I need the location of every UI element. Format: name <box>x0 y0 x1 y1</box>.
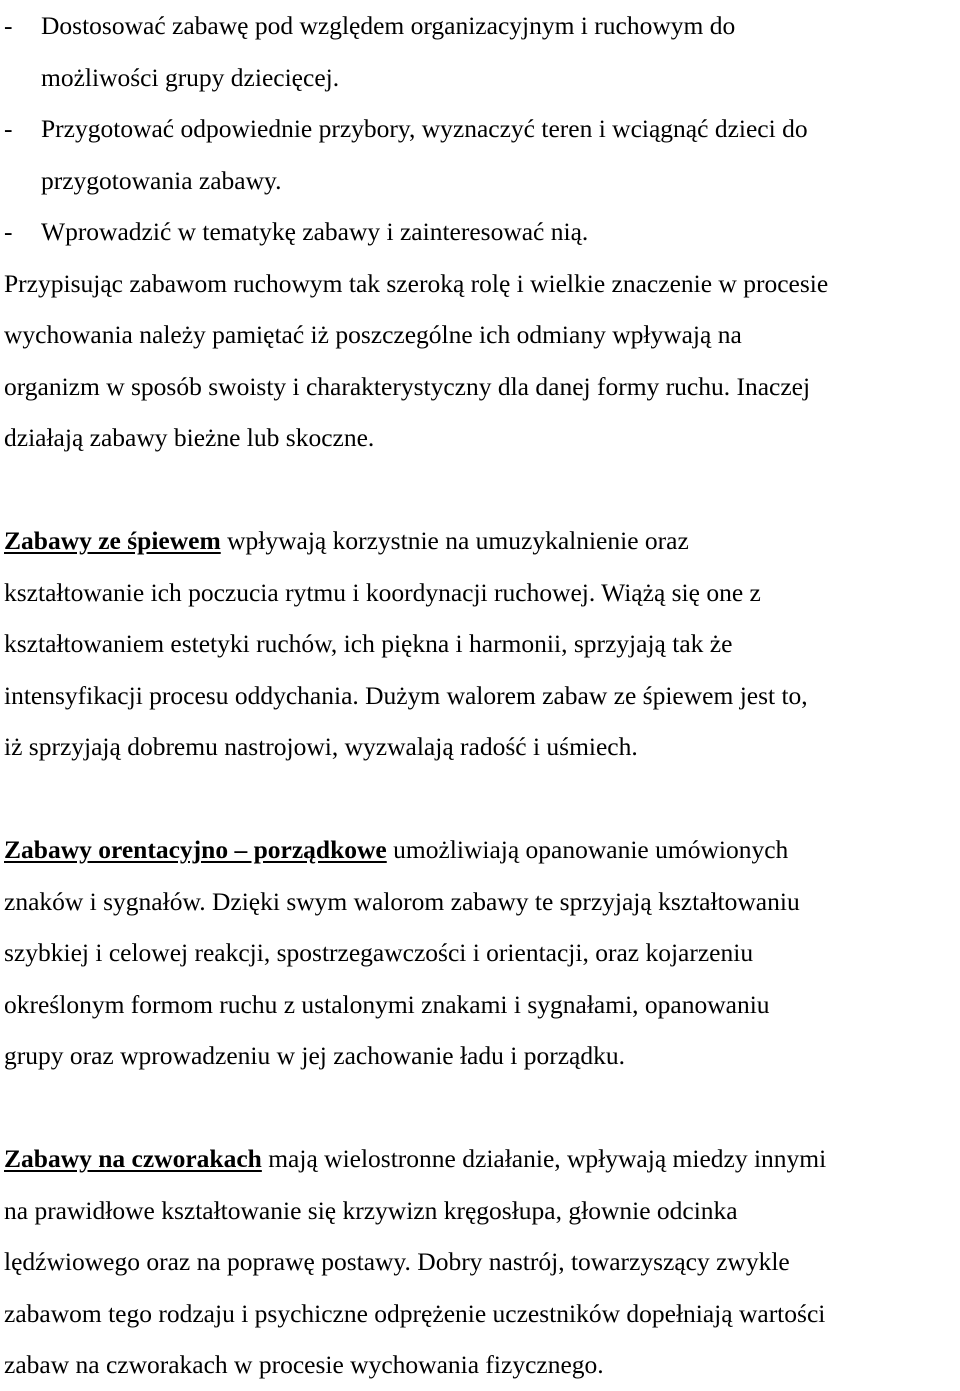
list-item-line: Przygotować odpowiednie przybory, wyznaczyć teren i wciągnąć dzieci do <box>41 114 808 143</box>
paragraph-text: umożliwiają opanowanie umówionych <box>386 835 789 864</box>
paragraph-first-line <box>4 1133 960 1185</box>
paragraph-first-line <box>4 515 960 567</box>
paragraph-line: zabawom tego rodzaju i psychiczne odprężenie uczestników dopełniają wartości <box>4 1298 826 1328</box>
list-item-line: Dostosować zabawę pod względem organizacyjnym i ruchowym do <box>41 11 736 40</box>
paragraph-line: organizm w sposób swoisty i charakterystyczny dla danej formy ruchu. Inaczej <box>4 371 811 401</box>
paragraph-line: lędźwiowego oraz na poprawę postawy. Dobry nastrój, towarzyszący zwykle <box>4 1247 790 1276</box>
section-crawling-games <box>0 1133 960 1391</box>
paragraph-line: znaków i sygnałów. Dzięki swym walorom zabawy te sprzyjają kształtowaniu <box>4 886 800 916</box>
list-item <box>0 0 960 103</box>
list-item-line: możliwości grupy dziecięcej. <box>41 62 340 92</box>
paragraph-gap <box>0 1082 960 1134</box>
paragraph-line: zabaw na czworakach w procesie wychowania fizycznego. <box>4 1350 604 1379</box>
paragraph-line: Przypisując zabawom ruchowym tak szeroką rolę i wielkie znaczenie w procesie <box>4 268 829 298</box>
paragraph-line: kształtowanie ich poczucia rytmu i koordynacji ruchowej. Wiążą się one z <box>4 577 761 607</box>
paragraph-line: na prawidłowe kształtowanie się krzywizn kręgosłupa, głownie odcinka <box>4 1195 738 1225</box>
dash-bullet: - <box>4 114 13 143</box>
paragraph-gap <box>0 464 960 516</box>
list-item <box>0 103 960 206</box>
guideline-list <box>0 0 960 258</box>
section-orientation-games <box>0 824 960 1082</box>
paragraph-line: intensyfikacji procesu oddychania. Dużym walorem zabaw ze śpiewem jest to, <box>4 680 808 710</box>
paragraph-line: szybkiej i celowej reakcji, spostrzegawczości i orientacji, oraz kojarzeniu <box>4 938 754 967</box>
dash-bullet: - <box>4 217 13 246</box>
paragraph-line: wychowania należy pamiętać iż poszczególne ich odmiany wpływają na <box>4 320 742 349</box>
paragraph-line: określonym formom ruchu z ustalonymi znakami i sygnałami, opanowaniu <box>4 989 770 1019</box>
dash-bullet: - <box>4 11 13 40</box>
list-item <box>0 206 960 258</box>
section-heading: Zabawy orentacyjno – porządkowe <box>4 835 387 864</box>
section-heading: Zabawy na czworakach <box>4 1144 262 1173</box>
paragraph-line: działają zabawy bieżne lub skoczne. <box>4 423 375 452</box>
paragraph-line: grupy oraz wprowadzeniu w jej zachowanie ładu i porządku. <box>4 1041 625 1070</box>
paragraph-text: wpływają korzystnie na umuzykalnienie oraz <box>220 526 689 555</box>
list-item-line: Wprowadzić w tematykę zabawy i zainteresować nią. <box>41 217 589 246</box>
paragraph-text: mają wielostronne działanie, wpływają miedzy innymi <box>261 1144 827 1173</box>
paragraph-gap <box>0 773 960 825</box>
intro-paragraph <box>0 258 960 464</box>
paragraph-line: kształtowaniem estetyki ruchów, ich piękna i harmonii, sprzyjają tak że <box>4 629 733 658</box>
paragraph-line: iż sprzyjają dobremu nastrojowi, wyzwalają radość i uśmiech. <box>4 732 638 761</box>
section-heading: Zabawy ze śpiewem <box>4 526 221 555</box>
paragraph-first-line <box>4 824 960 876</box>
list-item-line: przygotowania zabawy. <box>41 165 282 195</box>
section-singing-games <box>0 515 960 773</box>
